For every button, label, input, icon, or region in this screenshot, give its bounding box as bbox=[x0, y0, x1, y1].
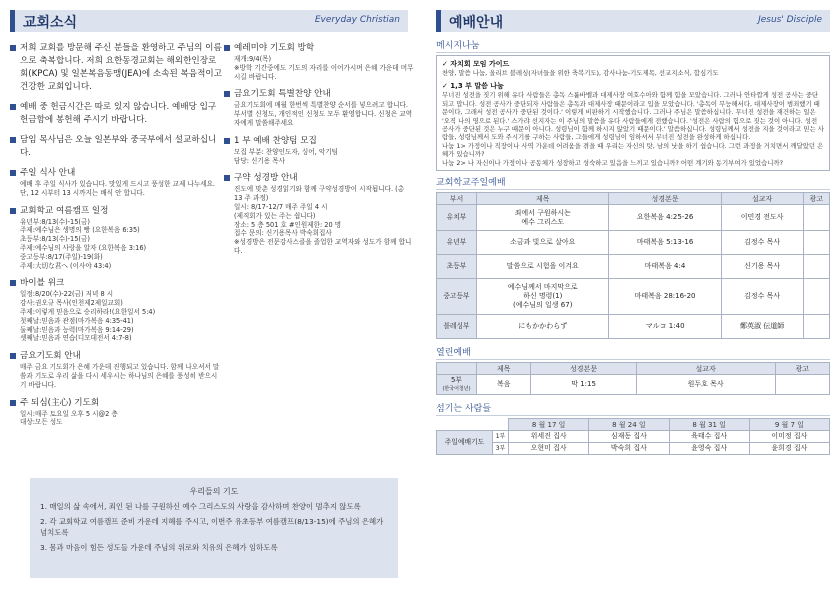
servers-name: 윤영숙 집사 bbox=[669, 443, 749, 455]
sunday-school-cell: 마태복음 28:16-20 bbox=[609, 279, 721, 315]
news-item bbox=[224, 135, 414, 166]
news-title: 교회소식 bbox=[23, 15, 78, 31]
news-banner bbox=[10, 10, 408, 32]
worship-column bbox=[436, 10, 830, 455]
bullet-square-icon bbox=[224, 45, 230, 51]
youth-header-cell: 성경본문 bbox=[531, 363, 636, 375]
servers-section bbox=[436, 401, 830, 455]
news-item-body: 진도에 맞춘 성경읽기와 함께 구약성경방이 시작됩니다. (총 13 주 과정) 일시: 8/17-12/7 매주 주일 4 시 (제직회가 있는 주는 쉽니다) 장소: 5 층 501 호 #인원제한: 20 명 접수 문의: 신기용목사 박숙희집사 ※성경방은 전문강사스클을 졸업한 교역자와 성도가 함께 합니다. bbox=[234, 185, 412, 255]
prayer-title: 우리들의 기도 bbox=[189, 487, 239, 496]
servers-row bbox=[437, 431, 830, 443]
youth-notice bbox=[775, 375, 829, 395]
servers-name: 육태수 집사 bbox=[669, 431, 749, 443]
message-box bbox=[436, 55, 830, 171]
servers-name: 윤희경 집사 bbox=[749, 443, 829, 455]
news-item-heading: 바이블 위크 bbox=[20, 278, 65, 289]
bullet-square-icon bbox=[10, 104, 16, 110]
guide-body: 찬양, 말씀 나눔, 올리브 블레싱(자녀들을 위한 축복기도), 감사나눔-기도제목, 선교지소식, 합심기도 bbox=[442, 69, 719, 77]
news-item-body: 일시:매주 토요일 오후 5 시@2 층 대상:모든 성도 bbox=[20, 409, 118, 427]
sunday-school-cell: 이민경 전도사 bbox=[721, 205, 803, 231]
news-item-heading: 저희 교회를 방문해 주신 분들을 환영하고 주님의 이름으로 축복합니다. 저희 요한동경교회는 해외한인장로회(KPCA) 및 일본복음동맹(JEA)에 소속된 복음적이고 건강한 교회입니다. bbox=[20, 43, 223, 92]
sunday-school-cell: 김정수 목사 bbox=[721, 231, 803, 255]
youth-scripture: 막 1:15 bbox=[531, 375, 636, 395]
news-item bbox=[224, 88, 414, 127]
share-question-1: 나눔 1> 가정이나 직장이나 사역 가운데 어려움을 겪을 때 우리는 자신의 탓, 남의 낫을 하기 쉽습니다. 그런 과정을 거치면서 깨달았던 은혜가 있습니까? bbox=[442, 141, 824, 159]
news-item-body: 금요기도회에 매월 한번씩 특별찬양 순서를 넣으려고 합니다. 부서별 신청도, 개인적인 신청도 모두 환영합니다. 신청은 교역자에게 말씀해주세요 bbox=[234, 101, 413, 127]
sunday-school-cell: 김정수 목사 bbox=[721, 279, 803, 315]
bullet-square-icon bbox=[224, 91, 230, 97]
servers-group: 주일예배기도 bbox=[437, 431, 493, 455]
bullet-square-icon bbox=[10, 353, 16, 359]
news-item-body: 매주 금요 기도회가 은혜 가운데 진행되고 있습니다. 함께 나오셔서 말씀과 기도로 우리 삶을 다시 세우시는 하나님의 은혜를 풍성히 받으시기 바랍니다. bbox=[20, 363, 220, 389]
news-item bbox=[224, 42, 414, 81]
news-item bbox=[224, 172, 414, 255]
message-section bbox=[436, 38, 830, 171]
share-question-2: 나눔 2> 나 자신이나 가정이나 공동체가 성장하고 성숙하고 있음을 느끼고 있습니까? 어떤 계기와 동기부여가 있었습니까? bbox=[442, 158, 783, 167]
youth-header-row bbox=[437, 363, 830, 375]
bullet-square-icon bbox=[10, 280, 16, 286]
bullet-square-icon bbox=[10, 45, 16, 51]
servers-part: 1부 bbox=[493, 431, 509, 443]
news-item-heading: 주일 식사 안내 bbox=[20, 168, 76, 178]
sunday-school-cell bbox=[803, 279, 829, 315]
worship-banner bbox=[436, 10, 830, 32]
worship-title: 예배안내 bbox=[449, 15, 504, 31]
servers-name: 위세진 집사 bbox=[509, 431, 589, 443]
youth-row bbox=[437, 375, 830, 395]
news-column bbox=[10, 10, 414, 427]
guide-heading: ✓ 자치회 모임 가이드 bbox=[442, 60, 510, 68]
news-item-body: 유년부:8/13(수)-15(금) 주제:예수님은 생명의 빵 (요한복음 6:35) 초등부:8/13(수)-15(금) 주제:예수님의 사랑을 알자 (요한복음 3:16) 중고등부:8/17(주일)-19(화) 주제:大切な君へ (이사야 43:4) bbox=[20, 217, 147, 270]
sunday-school-dept: 블레싱부 bbox=[437, 315, 477, 339]
news-item-body: 재개:9/4(목) ※방학 기간중에도 기도의 자리를 이어가시며 은혜 가운데 머무시길 바랍니다. bbox=[234, 55, 414, 81]
sunday-school-cell: 신기용 목사 bbox=[721, 255, 803, 279]
youth-preacher: 원두호 목사 bbox=[636, 375, 775, 395]
sunday-school-cell: 소금과 빛으로 살아요 bbox=[477, 231, 609, 255]
servers-table bbox=[436, 418, 830, 455]
prayer-box bbox=[30, 478, 398, 578]
prayer-item: 2. 각 교회학교 여름캠프 준비 가운데 지혜를 주시고, 이번주 유초등부 여름캠프(8/13-15)에 주님의 은혜가 넘치도록 bbox=[40, 517, 384, 537]
sunday-school-cell: 예수님께서 마지막으로 하신 명령(1) (예수님의 일생 67) bbox=[477, 279, 609, 315]
prayer-item: 3. 몸과 마음이 힘든 성도들 가운데 주님의 위로와 치유의 은혜가 임하도록 bbox=[40, 543, 278, 552]
news-item bbox=[10, 134, 222, 160]
sunday-school-cell: マルコ 1:40 bbox=[609, 315, 721, 339]
bullet-square-icon bbox=[10, 137, 16, 143]
news-item-heading: 구약 성경방 안내 bbox=[234, 173, 298, 184]
youth-title: 열린예배 bbox=[436, 345, 830, 360]
sunday-school-section bbox=[436, 175, 830, 339]
servers-body bbox=[437, 431, 830, 455]
news-item-heading: 주 되심(主心) 기도회 bbox=[20, 397, 100, 408]
youth-header-cell bbox=[437, 363, 477, 375]
bullet-square-icon bbox=[10, 208, 16, 214]
sunday-school-cell bbox=[803, 315, 829, 339]
sunday-school-cell bbox=[803, 255, 829, 279]
sunday-school-dept: 유년부 bbox=[437, 231, 477, 255]
news-list-right bbox=[224, 42, 414, 263]
sunday-school-cell: にもかかわらず bbox=[477, 315, 609, 339]
servers-date-cell: 8 월 17 일 bbox=[509, 419, 589, 431]
sunday-school-cell bbox=[803, 231, 829, 255]
servers-name: 이미정 집사 bbox=[749, 431, 829, 443]
youth-dept: 5부 bbox=[451, 375, 462, 384]
sunday-school-cell: 요한복음 4:25-26 bbox=[609, 205, 721, 231]
servers-name: 박숙희 집사 bbox=[589, 443, 669, 455]
news-item-heading: 담임 목사님은 오늘 일본부와 중국부에서 설교하십니다. bbox=[20, 135, 217, 158]
servers-name: 오현미 집사 bbox=[509, 443, 589, 455]
servers-title: 섬기는 사람들 bbox=[436, 401, 830, 416]
sunday-school-header-cell: 제목 bbox=[477, 193, 609, 205]
sunday-school-cell: 말씀으로 시험을 이겨요 bbox=[477, 255, 609, 279]
youth-header-cell: 제목 bbox=[477, 363, 531, 375]
news-subtitle: Everyday Christian bbox=[314, 15, 400, 25]
news-item-heading: 금요기도회 특별찬양 안내 bbox=[234, 89, 331, 100]
sunday-school-header-cell: 설교자 bbox=[721, 193, 803, 205]
bullet-square-icon bbox=[224, 138, 230, 144]
news-item bbox=[10, 350, 222, 389]
sunday-school-cell: 마태복음 5:13-16 bbox=[609, 231, 721, 255]
sunday-school-dept: 유치부 bbox=[437, 205, 477, 231]
share-heading: ✓ 1,3 부 말씀 나눔 bbox=[442, 82, 504, 91]
sunday-school-cell: 마태복음 4:4 bbox=[609, 255, 721, 279]
servers-header-blank bbox=[437, 419, 509, 431]
sunday-school-dept: 중고등부 bbox=[437, 279, 477, 315]
sunday-school-header-cell: 광고 bbox=[803, 193, 829, 205]
sunday-school-header-cell: 성경본문 bbox=[609, 193, 721, 205]
sunday-school-dept: 초등부 bbox=[437, 255, 477, 279]
servers-name: 심재동 집사 bbox=[589, 431, 669, 443]
youth-sermon-title: 복음 bbox=[477, 375, 531, 395]
sunday-school-row bbox=[437, 279, 830, 315]
news-item bbox=[10, 167, 222, 198]
servers-row bbox=[437, 443, 830, 455]
youth-section bbox=[436, 345, 830, 395]
youth-header-cell: 설교자 bbox=[636, 363, 775, 375]
message-section-title: 메시지나눔 bbox=[436, 38, 830, 53]
news-item-body: 예배 후 주일 식사가 있습니다. 맛있게 드시고 풍성한 교제 나누세요. 단, 12 시부터 13 시까지는 배식 안 합니다. bbox=[20, 180, 216, 197]
share-body: 무너진 성전을 짓기 위해 유다 사람들은 총독 스룹바벨과 대제사장 여호수아와 함께 힘을 모았습니다. 그러나 안타깝게 성전 공사는 중단되고 맙니다. 성전 공사가 중단되자 사람들은 총독과 대제사장 때문이라고 입을 모았습니다. '총독이 무능해서다, 대제사장이 범죄했기 때문이다, 그래서 성전 공사가 중단된 것이다.' 이렇게 비판하기 시작했습니다. 그러나 주님은 말씀하십니다. 무너진 성전을 재건하는 일은 '오직 나의 영으로 된다.' 스가랴 선지자는 이 주님의 말씀을 유다 사람들에게 전했습니다. '성전은 사람의 힘으로 짓는 것이 아니다. 성전 공사가 중단된 것은 누구 때문이 아니다. 성령님이 함께 하시지 않았기 때문이다.' 말씀하십니다. 성령님께서 성전을 지을 것이라고 믿는 사람들, 성령님께서 도와 주시기를 구하는 사람들, 그들에게 성령님이 임하셔서 무너진 성전을 완성하게 하십니다. bbox=[442, 91, 824, 142]
news-item bbox=[10, 101, 222, 127]
sunday-school-row bbox=[437, 315, 830, 339]
prayer-item: 1. 매일의 삶 속에서, 죄인 된 나를 구원하신 예수 그리스도의 사랑을 감사하며 찬양이 멈추지 않도록 bbox=[40, 502, 361, 511]
news-item-body: 일정:8/20(수)-22(금) 저녁 8 시 강사:권오규 목사(인천제2제일교회) 주제:이렇게 믿음으로 승리하라!(요한일서 5:4) 첫째날:믿음과 관점(마가복음 4:35-41) 둘째날:믿음과 능력(마가복음 9:14-29) 셋째날:믿음과 연습(디모데전서 4:7-8) bbox=[20, 290, 156, 343]
sunday-school-title: 교회학교주일예배 bbox=[436, 175, 830, 190]
news-item bbox=[10, 42, 222, 94]
news-item-body: 모집 부분: 찬양인도자, 싱어, 악기팀 담당: 신기용 목사 bbox=[234, 147, 338, 165]
sunday-school-table bbox=[436, 192, 830, 339]
sunday-school-row bbox=[437, 205, 830, 231]
servers-part: 3부 bbox=[493, 443, 509, 455]
youth-dept-sub: (한국어청년) bbox=[442, 385, 471, 392]
sunday-school-cell: 죄에서 구원하시는 예수 그리스도 bbox=[477, 205, 609, 231]
sunday-school-header-cell: 부서 bbox=[437, 193, 477, 205]
news-list-left bbox=[10, 42, 222, 434]
servers-date-cell: 8 월 24 일 bbox=[589, 419, 669, 431]
sunday-school-row bbox=[437, 255, 830, 279]
news-item-heading: 1 부 예배 찬양팀 모집 bbox=[234, 135, 317, 146]
news-item-heading: 예배 중 헌금시간은 따로 있지 않습니다. 예배당 입구 헌금함에 봉헌해 주시기 바랍니다. bbox=[20, 102, 217, 125]
sunday-school-cell: 鄭英淑 伝道師 bbox=[721, 315, 803, 339]
news-item-heading: 예레미야 기도회 방학 bbox=[234, 43, 315, 53]
sunday-school-row bbox=[437, 231, 830, 255]
news-item-heading: 교회학교 여름캠프 일정 bbox=[20, 205, 109, 216]
servers-date-cell: 8 월 31 일 bbox=[669, 419, 749, 431]
servers-header-row bbox=[437, 419, 830, 431]
servers-date-cell: 9 월 7 일 bbox=[749, 419, 829, 431]
news-item bbox=[10, 397, 222, 428]
youth-header-cell: 광고 bbox=[775, 363, 829, 375]
sunday-school-cell bbox=[803, 205, 829, 231]
prayer-list bbox=[30, 497, 398, 553]
bullet-square-icon bbox=[10, 170, 16, 176]
news-item bbox=[10, 277, 222, 343]
worship-subtitle: Jesus' Disciple bbox=[758, 15, 822, 25]
news-item-heading: 금요기도회 안내 bbox=[20, 351, 81, 362]
sunday-school-body bbox=[437, 205, 830, 339]
bullet-square-icon bbox=[224, 175, 230, 181]
news-item bbox=[10, 205, 222, 271]
youth-dept-cell bbox=[437, 375, 477, 395]
youth-table bbox=[436, 362, 830, 395]
sunday-school-header-row bbox=[437, 193, 830, 205]
bullet-square-icon bbox=[10, 400, 16, 406]
